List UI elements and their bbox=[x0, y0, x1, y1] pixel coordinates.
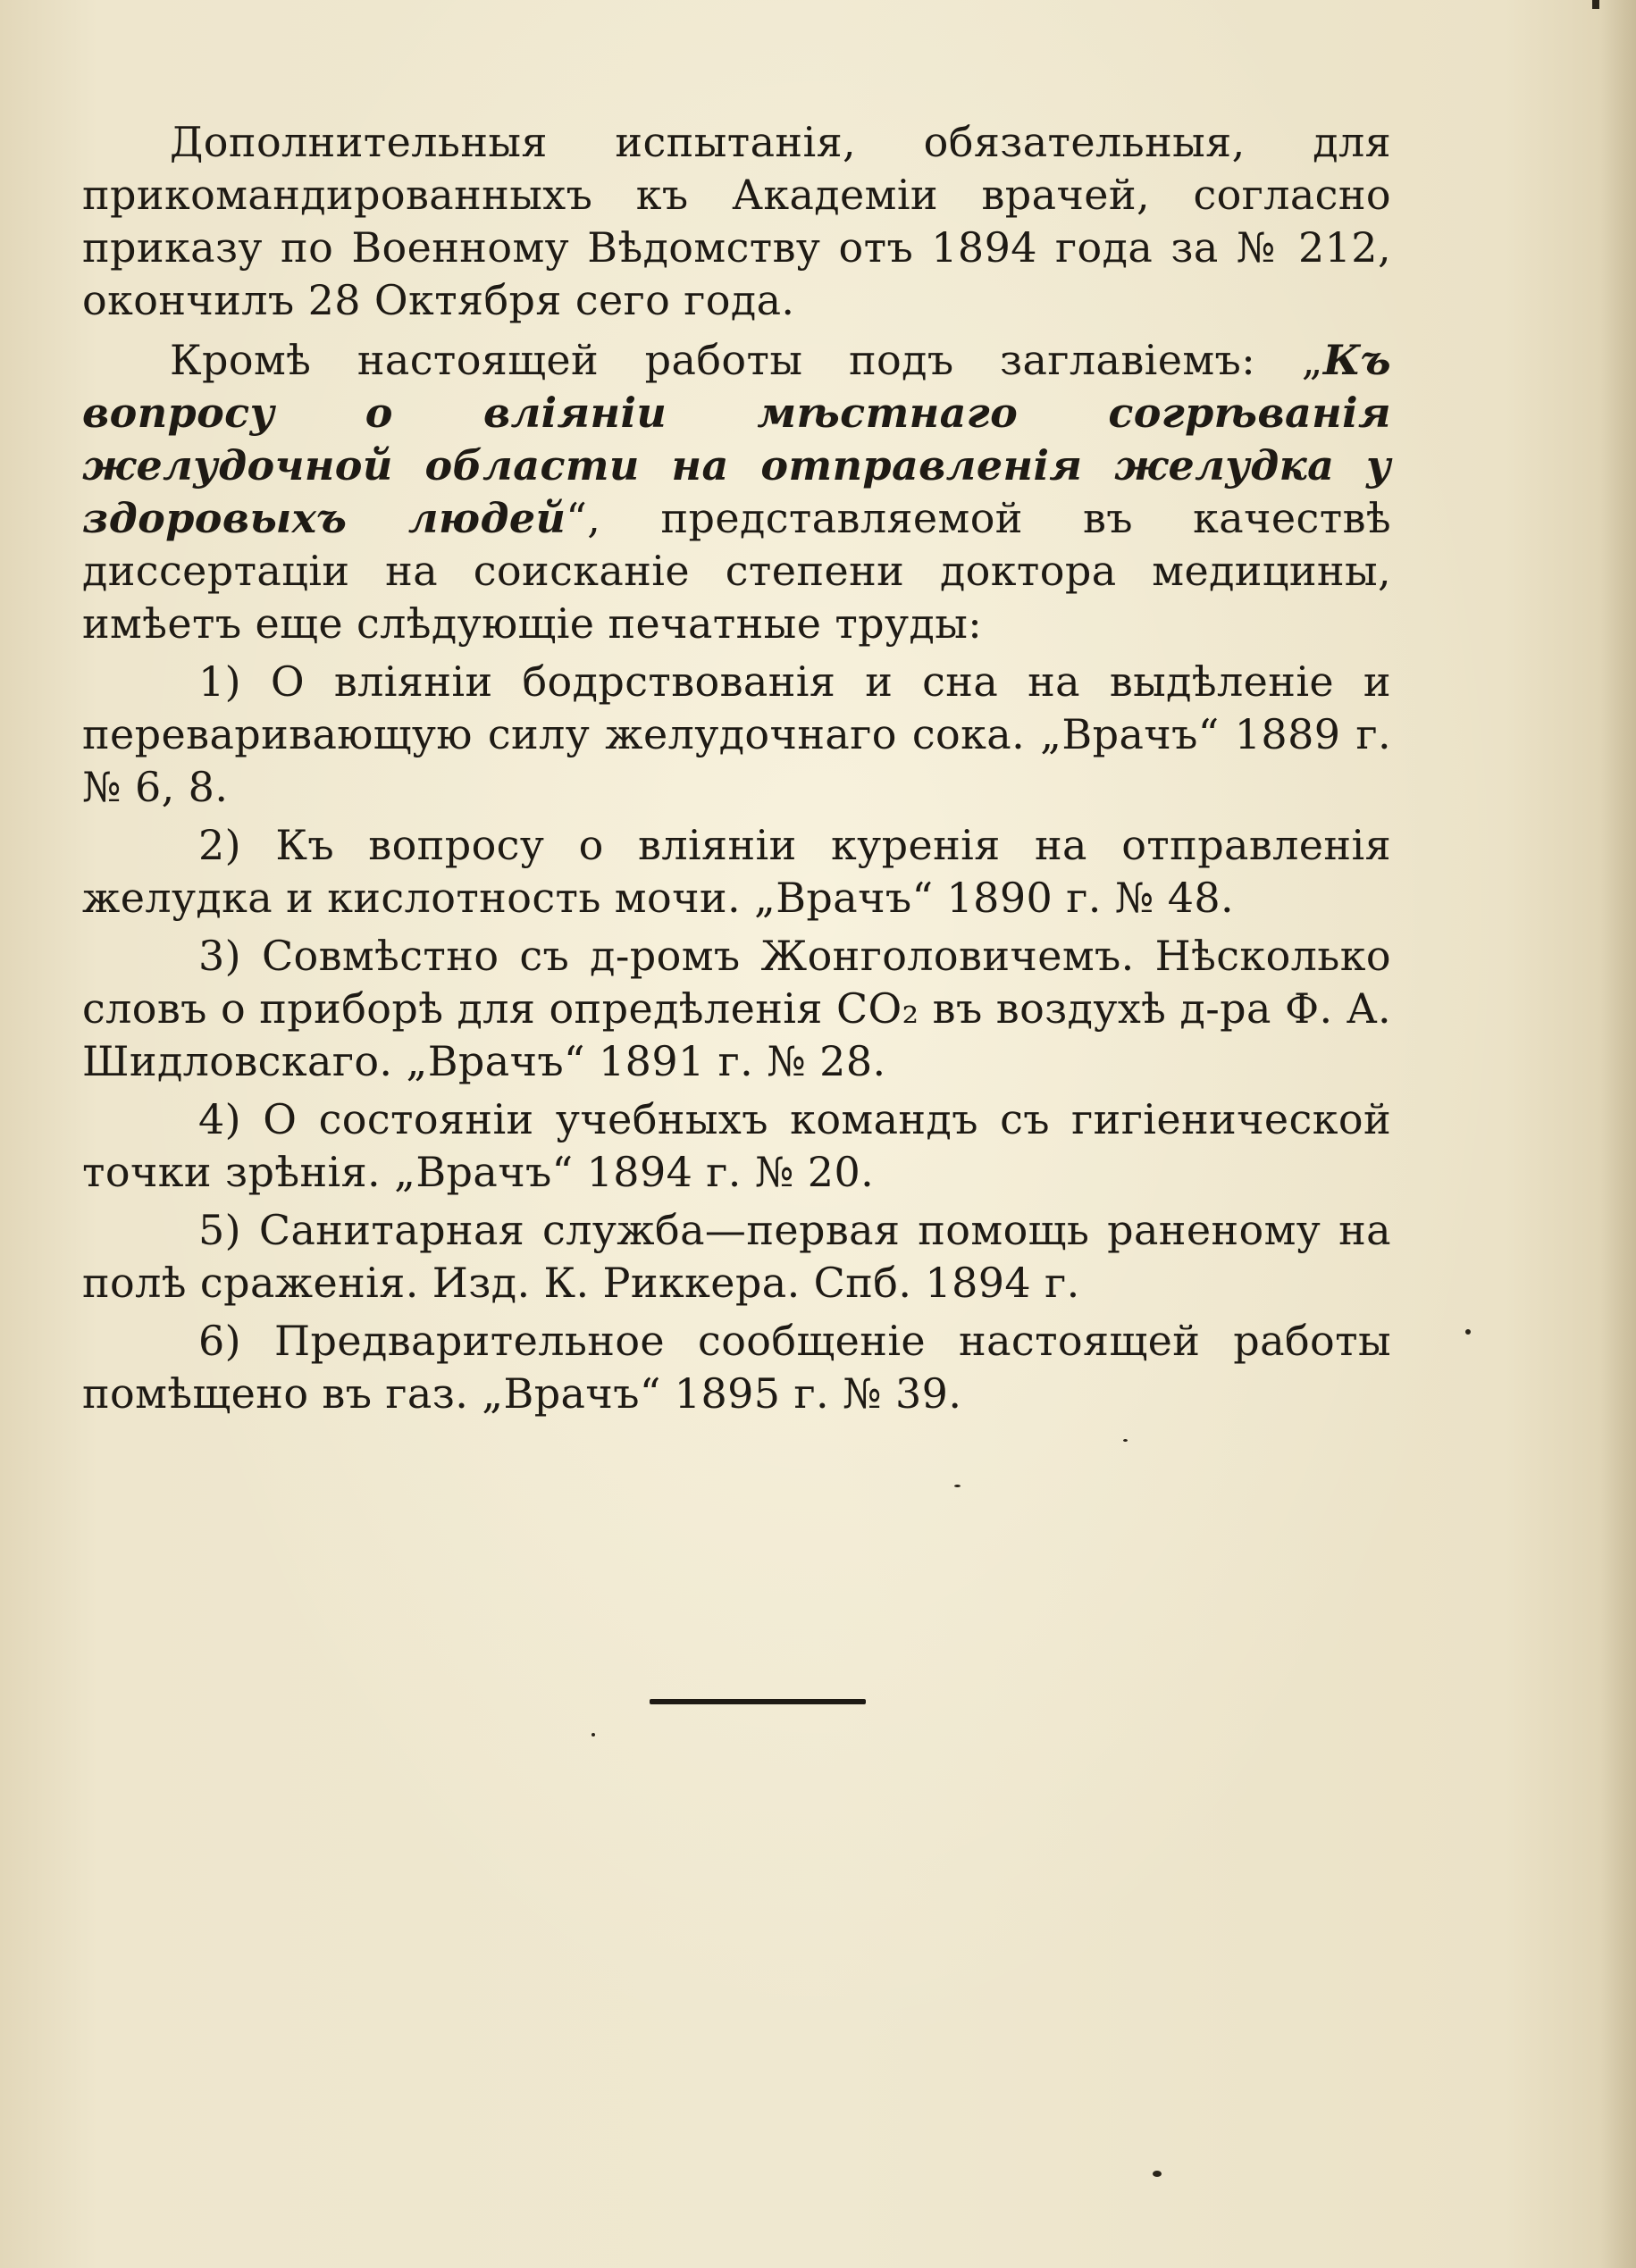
paper-speck bbox=[1123, 1439, 1128, 1442]
end-rule bbox=[650, 1699, 866, 1704]
works-tail-text: “, представляемой въ качествѣ диссертаціи на соисканіе степени доктора медицины, имѣетъ еще слѣдующіе печатные труды: bbox=[82, 494, 1392, 648]
work-item-6: 6) Предварительное сообщеніе настоящей работы помѣщено въ газ. „Врачъ“ 1895 г. № 39. bbox=[82, 1317, 1391, 1418]
document-body bbox=[82, 116, 1391, 1420]
work-item-1: 1) О вліяніи бодрствованія и сна на выдѣленіе и переваривающую силу желудочнаго сока. „Врачъ“ 1889 г. № 6, 8. bbox=[82, 657, 1391, 811]
top-edge-mark bbox=[1592, 0, 1599, 9]
dissertation-title: Къ вопросу о вліяніи мѣстнаго согрѣванія желудочной области на отправленія желудка у здоровыхъ людей bbox=[82, 336, 1391, 542]
paper-speck bbox=[591, 1733, 595, 1737]
paper-speck bbox=[954, 1485, 961, 1487]
work-item-2: 2) Къ вопросу о вліяніи куренія на отправленія желудка и кислотность мочи. „Врачъ“ 1890 г. № 48. bbox=[82, 821, 1391, 922]
paper-speck bbox=[1153, 2171, 1162, 2177]
works-intro-paragraph bbox=[82, 334, 1391, 650]
page-edge-shadow bbox=[1600, 0, 1636, 2268]
work-item-3: 3) Совмѣстно съ д-ромъ Жонголовичемъ. Нѣсколько словъ о приборѣ для опредѣленія CO₂ въ воздухѣ д-ра Ф. А. Шидловскаго. „Врачъ“ 1891 г. № 28. bbox=[82, 932, 1391, 1085]
intro-paragraph: Дополнительныя испытанія, обязательныя, для прикомандированныхъ къ Академіи врачей, согласно приказу по Военному Вѣдомству отъ 1894 года за № 212, окончилъ 28 Октября сего года. bbox=[82, 118, 1391, 324]
works-lead-text: Кромѣ настоящей работы подъ заглавіемъ: „ bbox=[170, 336, 1323, 384]
work-item-5: 5) Санитарная служба—первая помощь раненому на полѣ сраженія. Изд. К. Риккера. Спб. 1894 г. bbox=[82, 1206, 1391, 1307]
paper-speck bbox=[1465, 1329, 1471, 1335]
work-item-4: 4) О состояніи учебныхъ командъ съ гигіенической точки зрѣнія. „Врачъ“ 1894 г. № 20. bbox=[82, 1095, 1391, 1196]
